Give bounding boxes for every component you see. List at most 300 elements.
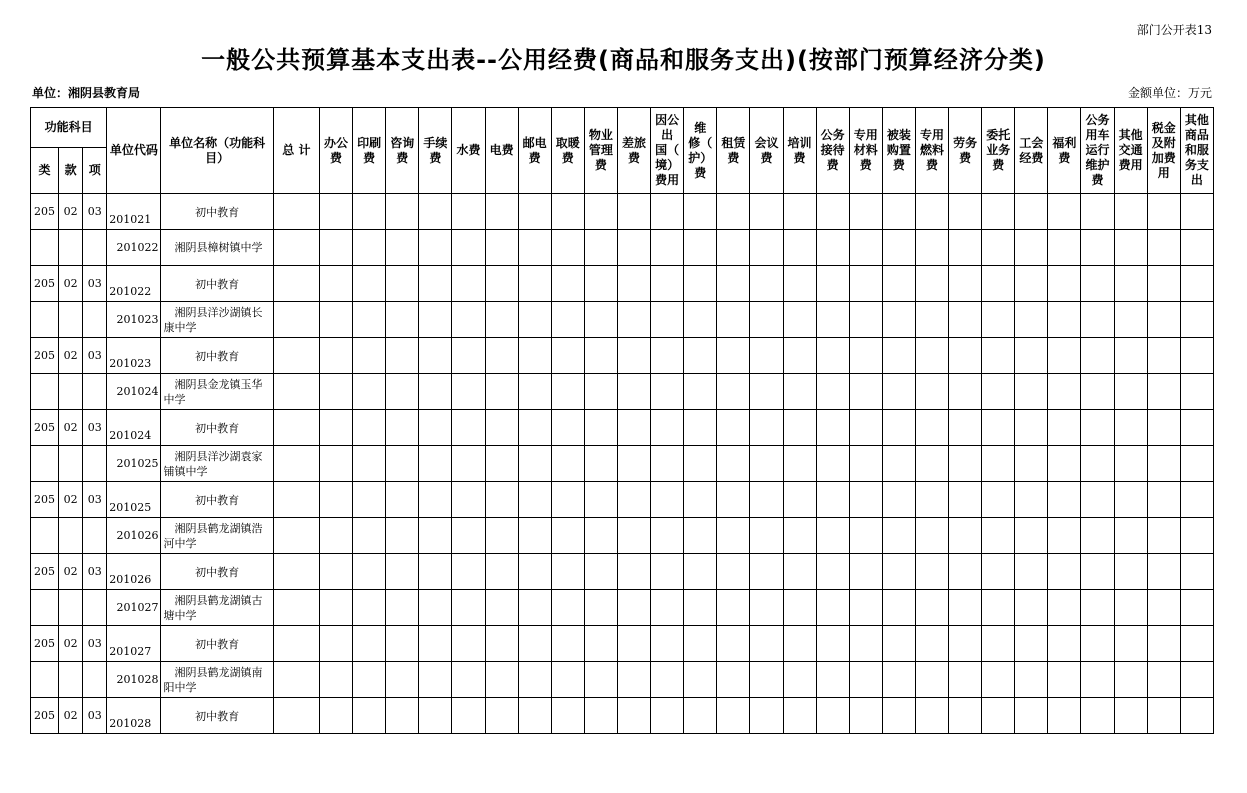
expense-cell	[717, 194, 750, 230]
expense-cell	[319, 230, 352, 266]
expense-cell	[485, 374, 518, 410]
total-cell	[273, 194, 319, 230]
expense-cell	[684, 194, 717, 230]
expense-col-header: 税金 及附 加费 用	[1147, 108, 1180, 194]
expense-cell	[915, 446, 948, 482]
expense-cell	[684, 446, 717, 482]
expense-cell	[717, 266, 750, 302]
expense-cell	[1114, 554, 1147, 590]
table-row	[31, 230, 1214, 266]
expense-cell	[1180, 374, 1213, 410]
expense-cell	[684, 410, 717, 446]
total-cell	[273, 554, 319, 590]
expense-cell	[717, 518, 750, 554]
expense-cell	[1081, 266, 1114, 302]
expense-cell	[1114, 374, 1147, 410]
unit-name-line: 湘阴县洋沙湖袁家	[174, 449, 263, 463]
xiang-cell: 03	[83, 266, 107, 302]
expense-cell	[684, 482, 717, 518]
expense-cell	[750, 590, 783, 626]
expense-cell	[1114, 662, 1147, 698]
expense-cell	[882, 374, 915, 410]
expense-cell	[1015, 626, 1048, 662]
expense-cell	[485, 554, 518, 590]
table-row	[31, 590, 1214, 626]
expense-cell	[882, 482, 915, 518]
expense-cell	[882, 410, 915, 446]
expense-cell	[1114, 266, 1147, 302]
expense-cell	[353, 662, 386, 698]
expense-cell	[750, 446, 783, 482]
expense-cell	[1147, 518, 1180, 554]
expense-cell	[882, 266, 915, 302]
unit-name-cell: 初中教育	[161, 338, 273, 374]
table-row	[31, 302, 1214, 338]
expense-cell	[551, 446, 584, 482]
unit-name-cell: 初中教育	[161, 698, 273, 734]
expense-cell	[1081, 194, 1114, 230]
expense-cell	[684, 590, 717, 626]
expense-cell	[485, 662, 518, 698]
expense-cell	[1147, 266, 1180, 302]
expense-cell	[319, 410, 352, 446]
expense-cell	[386, 194, 419, 230]
expense-cell	[386, 626, 419, 662]
expense-cell	[717, 410, 750, 446]
expense-cell	[518, 374, 551, 410]
expense-cell	[1180, 410, 1213, 446]
kuan-cell	[59, 518, 83, 554]
expense-cell	[1048, 446, 1081, 482]
expense-cell	[1114, 446, 1147, 482]
table-row	[31, 554, 1214, 590]
expense-cell	[816, 662, 849, 698]
budget-table	[30, 107, 1214, 734]
expense-cell	[816, 698, 849, 734]
expense-cell	[750, 230, 783, 266]
expense-cell	[386, 230, 419, 266]
kuan-cell	[59, 230, 83, 266]
expense-cell	[353, 302, 386, 338]
expense-cell	[982, 338, 1015, 374]
expense-cell	[485, 230, 518, 266]
expense-col-header: 会议费	[750, 108, 783, 194]
expense-cell	[816, 266, 849, 302]
lei-cell: 205	[31, 626, 59, 662]
expense-cell	[353, 230, 386, 266]
expense-cell	[1180, 446, 1213, 482]
expense-cell	[386, 698, 419, 734]
expense-cell	[915, 194, 948, 230]
lei-cell: 205	[31, 410, 59, 446]
kuan-cell: 02	[59, 194, 83, 230]
total-cell	[273, 590, 319, 626]
expense-cell	[353, 554, 386, 590]
expense-cell	[419, 374, 452, 410]
expense-cell	[1081, 410, 1114, 446]
expense-cell	[1015, 482, 1048, 518]
expense-cell	[684, 338, 717, 374]
expense-cell	[651, 482, 684, 518]
unit-name-line: 湘阴县鹤龙湖镇南	[174, 665, 263, 679]
unit-code-cell: 201026	[107, 554, 161, 590]
expense-cell	[551, 230, 584, 266]
expense-cell	[452, 194, 485, 230]
expense-cell	[1114, 518, 1147, 554]
expense-cell	[617, 662, 650, 698]
expense-cell	[750, 194, 783, 230]
total-cell	[273, 302, 319, 338]
expense-cell	[419, 302, 452, 338]
expense-cell	[319, 626, 352, 662]
expense-cell	[783, 302, 816, 338]
expense-cell	[584, 338, 617, 374]
expense-cell	[452, 374, 485, 410]
expense-cell	[1180, 626, 1213, 662]
kuan-cell: 02	[59, 338, 83, 374]
expense-cell	[651, 626, 684, 662]
expense-cell	[419, 446, 452, 482]
expense-cell	[684, 626, 717, 662]
expense-cell	[750, 626, 783, 662]
expense-cell	[982, 626, 1015, 662]
expense-cell	[849, 482, 882, 518]
expense-cell	[651, 698, 684, 734]
expense-cell	[518, 662, 551, 698]
expense-cell	[1081, 554, 1114, 590]
expense-col-header: 电费	[485, 108, 518, 194]
expense-cell	[452, 410, 485, 446]
expense-cell	[882, 590, 915, 626]
expense-cell	[485, 446, 518, 482]
expense-cell	[452, 446, 485, 482]
expense-col-header: 委托 业务 费	[982, 108, 1015, 194]
expense-cell	[982, 590, 1015, 626]
expense-cell	[949, 374, 982, 410]
expense-cell	[419, 230, 452, 266]
expense-cell	[551, 662, 584, 698]
total-cell	[273, 230, 319, 266]
expense-cell	[353, 482, 386, 518]
expense-cell	[1147, 230, 1180, 266]
expense-cell	[949, 590, 982, 626]
expense-cell	[584, 626, 617, 662]
expense-cell	[1147, 446, 1180, 482]
expense-cell	[1147, 554, 1180, 590]
expense-cell	[1114, 230, 1147, 266]
expense-col-header: 邮电费	[518, 108, 551, 194]
expense-cell	[518, 230, 551, 266]
unit-code-header: 单位代码	[107, 108, 161, 194]
total-header: 总 计	[273, 108, 319, 194]
lei-cell	[31, 662, 59, 698]
unit-name-cell	[161, 374, 273, 410]
expense-cell	[518, 410, 551, 446]
expense-cell	[750, 410, 783, 446]
expense-cell	[816, 302, 849, 338]
expense-cell	[1081, 302, 1114, 338]
expense-cell	[1180, 338, 1213, 374]
expense-cell	[651, 446, 684, 482]
expense-cell	[1180, 554, 1213, 590]
expense-cell	[849, 662, 882, 698]
expense-cell	[816, 230, 849, 266]
xiang-cell	[83, 446, 107, 482]
expense-cell	[518, 698, 551, 734]
expense-cell	[551, 374, 584, 410]
expense-cell	[617, 698, 650, 734]
unit-name-cell	[161, 230, 273, 266]
unit-code-cell: 201027	[107, 590, 161, 626]
expense-cell	[750, 266, 783, 302]
expense-cell	[1114, 410, 1147, 446]
xiang-cell: 03	[83, 554, 107, 590]
expense-cell	[584, 662, 617, 698]
expense-cell	[717, 662, 750, 698]
expense-cell	[1015, 338, 1048, 374]
lei-cell: 205	[31, 266, 59, 302]
expense-cell	[319, 518, 352, 554]
xiang-cell	[83, 590, 107, 626]
expense-cell	[949, 626, 982, 662]
expense-cell	[1048, 518, 1081, 554]
expense-cell	[651, 518, 684, 554]
expense-cell	[816, 626, 849, 662]
unit-name-cell	[161, 518, 273, 554]
expense-cell	[386, 374, 419, 410]
expense-cell	[452, 626, 485, 662]
unit-name-line: 中学	[163, 392, 186, 406]
expense-cell	[982, 410, 1015, 446]
expense-cell	[651, 338, 684, 374]
unit-code-cell: 201026	[107, 518, 161, 554]
expense-cell	[419, 554, 452, 590]
kuan-cell: 02	[59, 626, 83, 662]
expense-cell	[1081, 230, 1114, 266]
lei-cell	[31, 374, 59, 410]
lei-cell	[31, 446, 59, 482]
expense-cell	[518, 482, 551, 518]
xiang-cell: 03	[83, 194, 107, 230]
expense-cell	[584, 230, 617, 266]
expense-cell	[452, 338, 485, 374]
expense-cell	[651, 374, 684, 410]
expense-cell	[949, 302, 982, 338]
expense-cell	[518, 518, 551, 554]
expense-cell	[882, 554, 915, 590]
expense-cell	[651, 266, 684, 302]
expense-cell	[617, 230, 650, 266]
expense-cell	[717, 698, 750, 734]
expense-col-header: 物业 管理 费	[584, 108, 617, 194]
expense-cell	[584, 554, 617, 590]
expense-cell	[617, 446, 650, 482]
expense-cell	[353, 590, 386, 626]
expense-cell	[717, 590, 750, 626]
table-row	[31, 410, 1214, 446]
expense-cell	[717, 338, 750, 374]
unit-code-cell: 201024	[107, 374, 161, 410]
expense-cell	[518, 590, 551, 626]
unit-name-cell	[161, 590, 273, 626]
expense-cell	[617, 338, 650, 374]
expense-cell	[849, 446, 882, 482]
total-cell	[273, 662, 319, 698]
expense-cell	[485, 590, 518, 626]
expense-cell	[1048, 230, 1081, 266]
expense-cell	[1081, 446, 1114, 482]
expense-cell	[1015, 410, 1048, 446]
expense-cell	[452, 662, 485, 698]
lei-cell	[31, 590, 59, 626]
unit-name-cell: 初中教育	[161, 410, 273, 446]
expense-cell	[452, 554, 485, 590]
expense-cell	[1048, 374, 1081, 410]
expense-cell	[319, 194, 352, 230]
unit-code-cell: 201021	[107, 194, 161, 230]
expense-cell	[651, 410, 684, 446]
unit-name-line: 湘阴县鹤龙湖镇古	[174, 593, 263, 607]
expense-cell	[1147, 338, 1180, 374]
unit-name-line: 塘中学	[163, 608, 197, 622]
expense-cell	[982, 302, 1015, 338]
expense-cell	[982, 446, 1015, 482]
lei-cell: 205	[31, 482, 59, 518]
expense-col-header: 差旅费	[617, 108, 650, 194]
expense-cell	[651, 554, 684, 590]
expense-cell	[1081, 482, 1114, 518]
expense-cell	[882, 194, 915, 230]
total-cell	[273, 518, 319, 554]
expense-cell	[849, 410, 882, 446]
unit-code-cell: 201022	[107, 230, 161, 266]
expense-cell	[1114, 194, 1147, 230]
expense-cell	[452, 698, 485, 734]
expense-cell	[816, 482, 849, 518]
expense-cell	[882, 662, 915, 698]
expense-cell	[1147, 626, 1180, 662]
expense-cell	[485, 338, 518, 374]
expense-cell	[1180, 698, 1213, 734]
expense-cell	[1114, 482, 1147, 518]
expense-cell	[651, 302, 684, 338]
unit-name-cell	[161, 302, 273, 338]
expense-cell	[1048, 626, 1081, 662]
expense-cell	[1147, 482, 1180, 518]
lei-cell	[31, 230, 59, 266]
expense-cell	[419, 194, 452, 230]
expense-cell	[717, 626, 750, 662]
expense-cell	[651, 662, 684, 698]
expense-cell	[1081, 590, 1114, 626]
expense-cell	[1048, 590, 1081, 626]
table-row	[31, 482, 1214, 518]
expense-cell	[949, 698, 982, 734]
expense-cell	[386, 410, 419, 446]
expense-cell	[1048, 194, 1081, 230]
unit-name-line: 湘阴县樟树镇中学	[174, 241, 263, 254]
unit-code-cell: 201025	[107, 446, 161, 482]
expense-col-header: 工会 经费	[1015, 108, 1048, 194]
kuan-cell	[59, 446, 83, 482]
kuan-cell	[59, 662, 83, 698]
expense-cell	[617, 554, 650, 590]
expense-cell	[584, 266, 617, 302]
expense-cell	[1048, 338, 1081, 374]
expense-cell	[717, 482, 750, 518]
kuan-cell	[59, 302, 83, 338]
expense-cell	[1114, 302, 1147, 338]
expense-cell	[1081, 626, 1114, 662]
expense-cell	[816, 554, 849, 590]
expense-cell	[617, 374, 650, 410]
expense-cell	[1048, 266, 1081, 302]
expense-cell	[949, 554, 982, 590]
expense-cell	[452, 266, 485, 302]
expense-cell	[452, 590, 485, 626]
total-cell	[273, 410, 319, 446]
expense-cell	[1048, 410, 1081, 446]
expense-cell	[982, 662, 1015, 698]
expense-cell	[584, 374, 617, 410]
expense-cell	[849, 554, 882, 590]
expense-cell	[1081, 374, 1114, 410]
expense-cell	[551, 518, 584, 554]
expense-cell	[783, 554, 816, 590]
expense-cell	[386, 662, 419, 698]
expense-cell	[849, 626, 882, 662]
expense-cell	[1147, 662, 1180, 698]
expense-col-header: 水费	[452, 108, 485, 194]
expense-cell	[949, 446, 982, 482]
expense-cell	[783, 590, 816, 626]
unit-name-line: 康中学	[163, 320, 197, 334]
expense-cell	[1147, 194, 1180, 230]
expense-cell	[485, 266, 518, 302]
expense-cell	[584, 590, 617, 626]
expense-cell	[584, 446, 617, 482]
page-title: 一般公共预算基本支出表--公用经费(商品和服务支出)(按部门预算经济分类)	[201, 46, 1046, 74]
expense-cell	[518, 302, 551, 338]
total-cell	[273, 698, 319, 734]
expense-cell	[584, 410, 617, 446]
expense-cell	[1147, 302, 1180, 338]
expense-cell	[1180, 266, 1213, 302]
expense-cell	[915, 302, 948, 338]
expense-cell	[1015, 194, 1048, 230]
unit-name-cell: 初中教育	[161, 266, 273, 302]
expense-cell	[452, 302, 485, 338]
expense-col-header: 培训费	[783, 108, 816, 194]
expense-col-header: 福利费	[1048, 108, 1081, 194]
expense-cell	[1015, 554, 1048, 590]
expense-cell	[1048, 698, 1081, 734]
lei-cell: 205	[31, 194, 59, 230]
expense-cell	[717, 230, 750, 266]
expense-cell	[353, 266, 386, 302]
expense-cell	[816, 410, 849, 446]
expense-cell	[353, 410, 386, 446]
expense-cell	[783, 446, 816, 482]
expense-cell	[684, 374, 717, 410]
expense-cell	[584, 302, 617, 338]
xiang-cell	[83, 302, 107, 338]
expense-cell	[386, 518, 419, 554]
expense-cell	[750, 482, 783, 518]
expense-cell	[551, 338, 584, 374]
unit-code-cell: 201024	[107, 410, 161, 446]
unit-name-line: 铺镇中学	[163, 464, 208, 478]
